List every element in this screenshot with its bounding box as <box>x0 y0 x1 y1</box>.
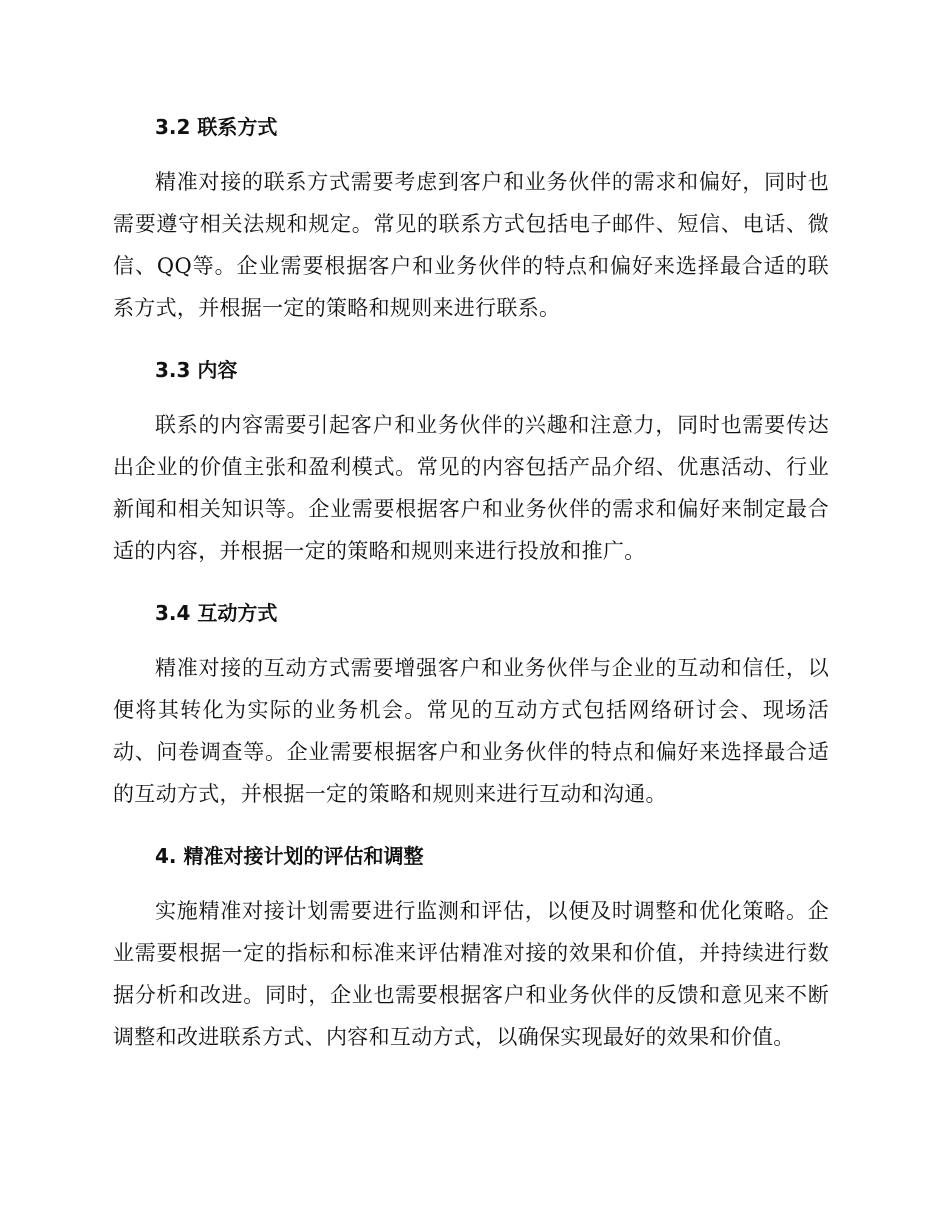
document-page <box>113 112 829 1084</box>
section-heading: 3.4 互动方式 <box>155 601 278 625</box>
section-paragraph: 精准对接的互动方式需要增强客户和业务伙伴与企业的互动和信任，以便将其转化为实际的业务机会。常见的互动方式包括网络研讨会、现场活动、问卷调查等。企业需要根据客户和业务伙伴的特点和偏好来选择最合适的互动方式，并根据一定的策略和规则来进行互动和沟通。 <box>113 656 829 806</box>
section-content <box>113 355 829 572</box>
section-contact-methods <box>113 112 829 329</box>
section-paragraph: 联系的内容需要引起客户和业务伙伴的兴趣和注意力，同时也需要传达出企业的价值主张和盈利模式。常见的内容包括产品介绍、优惠活动、行业新闻和相关知识等。企业需要根据客户和业务伙伴的需求和偏好来制定最合适的内容，并根据一定的策略和规则来进行投放和推广。 <box>113 413 829 563</box>
section-paragraph: 精准对接的联系方式需要考虑到客户和业务伙伴的需求和偏好，同时也需要遵守相关法规和规定。常见的联系方式包括电子邮件、短信、电话、微信、QQ等。企业需要根据客户和业务伙伴的特点和偏好来选择最合适的联系方式，并根据一定的策略和规则来进行联系。 <box>113 170 829 320</box>
section-heading: 3.2 联系方式 <box>155 115 278 139</box>
section-paragraph: 实施精准对接计划需要进行监测和评估，以便及时调整和优化策略。企业需要根据一定的指标和标准来评估精准对接的效果和价值，并持续进行数据分析和改进。同时，企业也需要根据客户和业务伙伴的反馈和意见来不断调整和改进联系方式、内容和互动方式，以确保实现最好的效果和价值。 <box>113 899 829 1049</box>
section-interaction-methods <box>113 598 829 815</box>
section-evaluation-adjustment <box>113 841 829 1058</box>
section-heading: 3.3 内容 <box>155 358 238 382</box>
section-heading: 4. 精准对接计划的评估和调整 <box>155 844 424 868</box>
